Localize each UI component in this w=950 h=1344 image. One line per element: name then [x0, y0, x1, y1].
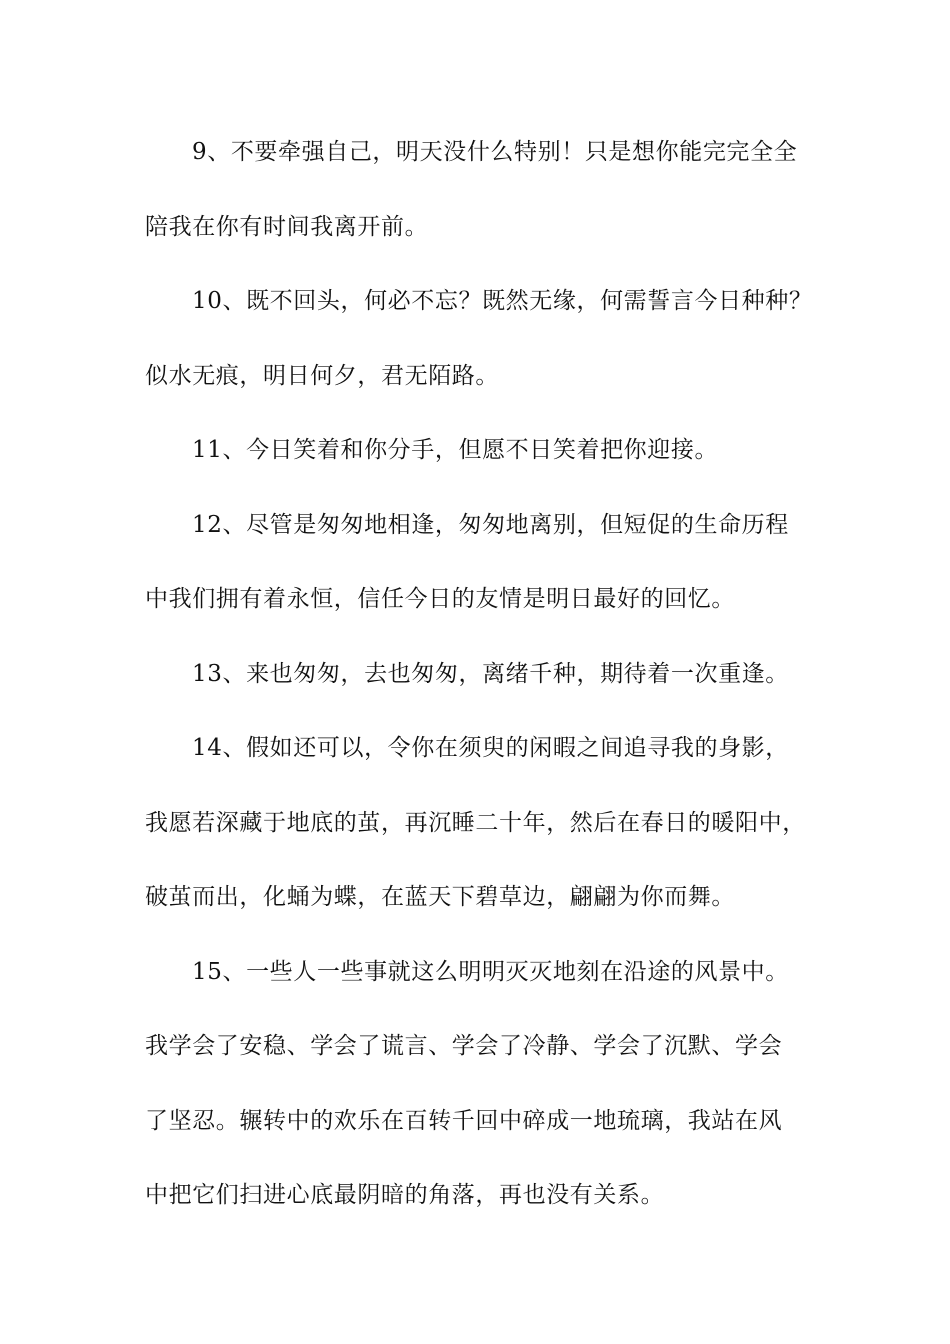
- paragraph-10-line-1: 10、既不回头，何必不忘？既然无缘，何需誓言今日种种？: [192, 288, 813, 314]
- paragraph-15-line-1: 15、一些人一些事就这么明明灭灭地刻在沿途的风景中。: [192, 959, 789, 985]
- paragraph-14-line-1: 14、假如还可以，令你在须臾的闲暇之间追寻我的身影，: [192, 735, 789, 761]
- paragraph-14-line-3: 破茧而出，化蛹为蝶，在蓝天下碧草边，翩翩为你而舞。: [145, 884, 735, 910]
- paragraph-9-line-1: 9、不要牵强自己，明天没什么特别！只是想你能完完全全: [192, 139, 798, 165]
- paragraph-10-line-2: 似水无痕，明日何夕，君无陌路。: [145, 363, 499, 389]
- paragraph-15-line-2: 我学会了安稳、学会了谎言、学会了冷静、学会了沉默、学会: [145, 1033, 783, 1059]
- paragraph-15-line-3: 了坚忍。辗转中的欢乐在百转千回中碎成一地琉璃，我站在风: [145, 1108, 783, 1134]
- paragraph-12-line-2: 中我们拥有着永恒，信任今日的友情是明日最好的回忆。: [145, 586, 735, 612]
- paragraph-12-line-1: 12、尽管是匆匆地相逢，匆匆地离别，但短促的生命历程: [192, 512, 789, 538]
- paragraph-11-line-1: 11、今日笑着和你分手，但愿不日笑着把你迎接。: [192, 437, 719, 463]
- paragraph-14-line-2: 我愿若深藏于地底的茧，再沉睡二十年，然后在春日的暖阳中，: [145, 810, 806, 836]
- paragraph-15-line-4: 中把它们扫进心底最阴暗的角落，再也没有关系。: [145, 1182, 665, 1208]
- paragraph-13-line-1: 13、来也匆匆，去也匆匆，离绪千种，期待着一次重逢。: [192, 661, 789, 687]
- paragraph-9-line-2: 陪我在你有时间我离开前。: [145, 214, 429, 240]
